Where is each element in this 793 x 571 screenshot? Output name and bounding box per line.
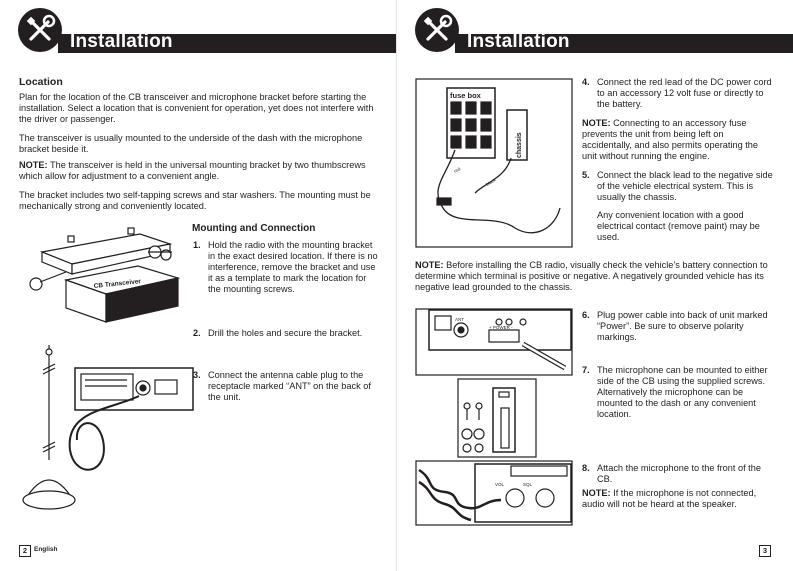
step-text: Plug power cable into back of unit marked “Power”. Be sure to observe polarity markings. (597, 310, 768, 343)
step-text: The microphone can be mounted to either side of the CB using the supplied screws. Alternatively the microphone can be mounted to the dash or any convenient location. (597, 365, 768, 420)
step-text: Attach the microphone to the front of the CB. (597, 463, 761, 485)
note-text: If the microphone is not connected, audio will not be heard at the speaker. (582, 488, 757, 510)
microphone-bracket-figure (457, 378, 537, 458)
power-plug-figure (415, 308, 573, 376)
location-paragraph-2: The transceiver is usually mounted to the underside of the dash with the microphone bracket beside it. (19, 133, 363, 155)
page-number: 3 (759, 545, 771, 557)
chassis-label: chassis (516, 132, 523, 158)
step-text: Drill the holes and secure the bracket. (208, 328, 363, 338)
step-number: 4. (582, 77, 590, 87)
microphone-connection-figure (415, 460, 573, 526)
step-5-extra: Any convenient location with a good electrical contact (remove paint) may be used. (597, 210, 760, 243)
vol-label: VOL (495, 482, 505, 487)
battery-note (415, 260, 777, 293)
fuse-box-label: fuse box (450, 91, 481, 100)
fuse-box-figure (415, 78, 573, 248)
page-title: Installation (467, 31, 570, 52)
note-label: NOTE: (415, 260, 444, 270)
fuse-note (582, 118, 774, 162)
black-wire-label: black (485, 177, 497, 187)
antenna-connection-figure (15, 340, 195, 520)
note-label: NOTE: (19, 160, 48, 170)
location-paragraph-3: The bracket includes two self-tapping screws and star washers. The mounting must be mechanically strong and conveniently located. (19, 190, 371, 212)
step-text: Connect the antenna cable plug to the receptacle marked “ANT” on the back of the unit. (208, 370, 371, 403)
red-wire-label: red (453, 166, 462, 174)
step-number: 6. (582, 310, 590, 320)
location-paragraph-1: Plan for the location of the CB transceiver and microphone bracket before starting the installation. Select a location that is convenient for operation, yet does not interfere with the driver or passenger. (19, 92, 374, 125)
transceiver-label: CB Transceiver (93, 278, 142, 290)
note-label: NOTE: (582, 488, 611, 498)
mounting-heading: Mounting and Connection (192, 223, 316, 234)
step-number: 1. (193, 240, 201, 250)
step-text: Connect the red lead of the DC power cord to an accessory 12 volt fuse or directly to the battery. (597, 77, 772, 110)
microphone-note (582, 488, 777, 510)
note-text: Before installing the CB radio, visually check the vehicle’s battery connection to determine which terminal is positive or negative. A negatively grounded vehicle has its negative lead grounded to the chassis. (415, 260, 768, 293)
note-label: NOTE: (582, 118, 611, 128)
sql-label: SQL (523, 482, 533, 487)
ant-label: ANT (455, 317, 464, 322)
language-label: English (34, 546, 58, 553)
left-page (0, 0, 396, 571)
note-text: Connecting to an accessory fuse prevents the unit from being left on accidentally, and also permits operating the unit without running the engine. (582, 118, 759, 162)
tools-icon (18, 8, 62, 52)
page-title: Installation (70, 31, 173, 52)
tools-icon (415, 8, 459, 52)
step-text: Hold the radio with the mounting bracket in the exact desired location. If there is no interference, remove the bracket and use it as a template to mark the location for the mounting screws. (208, 240, 378, 295)
step-number: 8. (582, 463, 590, 473)
location-note (19, 160, 379, 182)
step-number: 2. (193, 328, 201, 338)
step-number: 5. (582, 170, 590, 180)
note-text: The transceiver is held in the universal mounting bracket by two thumbscrews which allow for adjustment to a convenient angle. (19, 160, 366, 182)
right-page (397, 0, 793, 571)
step-number: 7. (582, 365, 590, 375)
page-number: 2 (19, 545, 31, 557)
location-heading: Location (19, 76, 63, 88)
step-number: 3. (193, 370, 201, 380)
transceiver-bracket-figure (20, 222, 190, 332)
power-label: + POWER - (489, 325, 513, 330)
step-text: Connect the black lead to the negative side of the vehicle electrical system. This is usually the chassis. (597, 170, 773, 203)
